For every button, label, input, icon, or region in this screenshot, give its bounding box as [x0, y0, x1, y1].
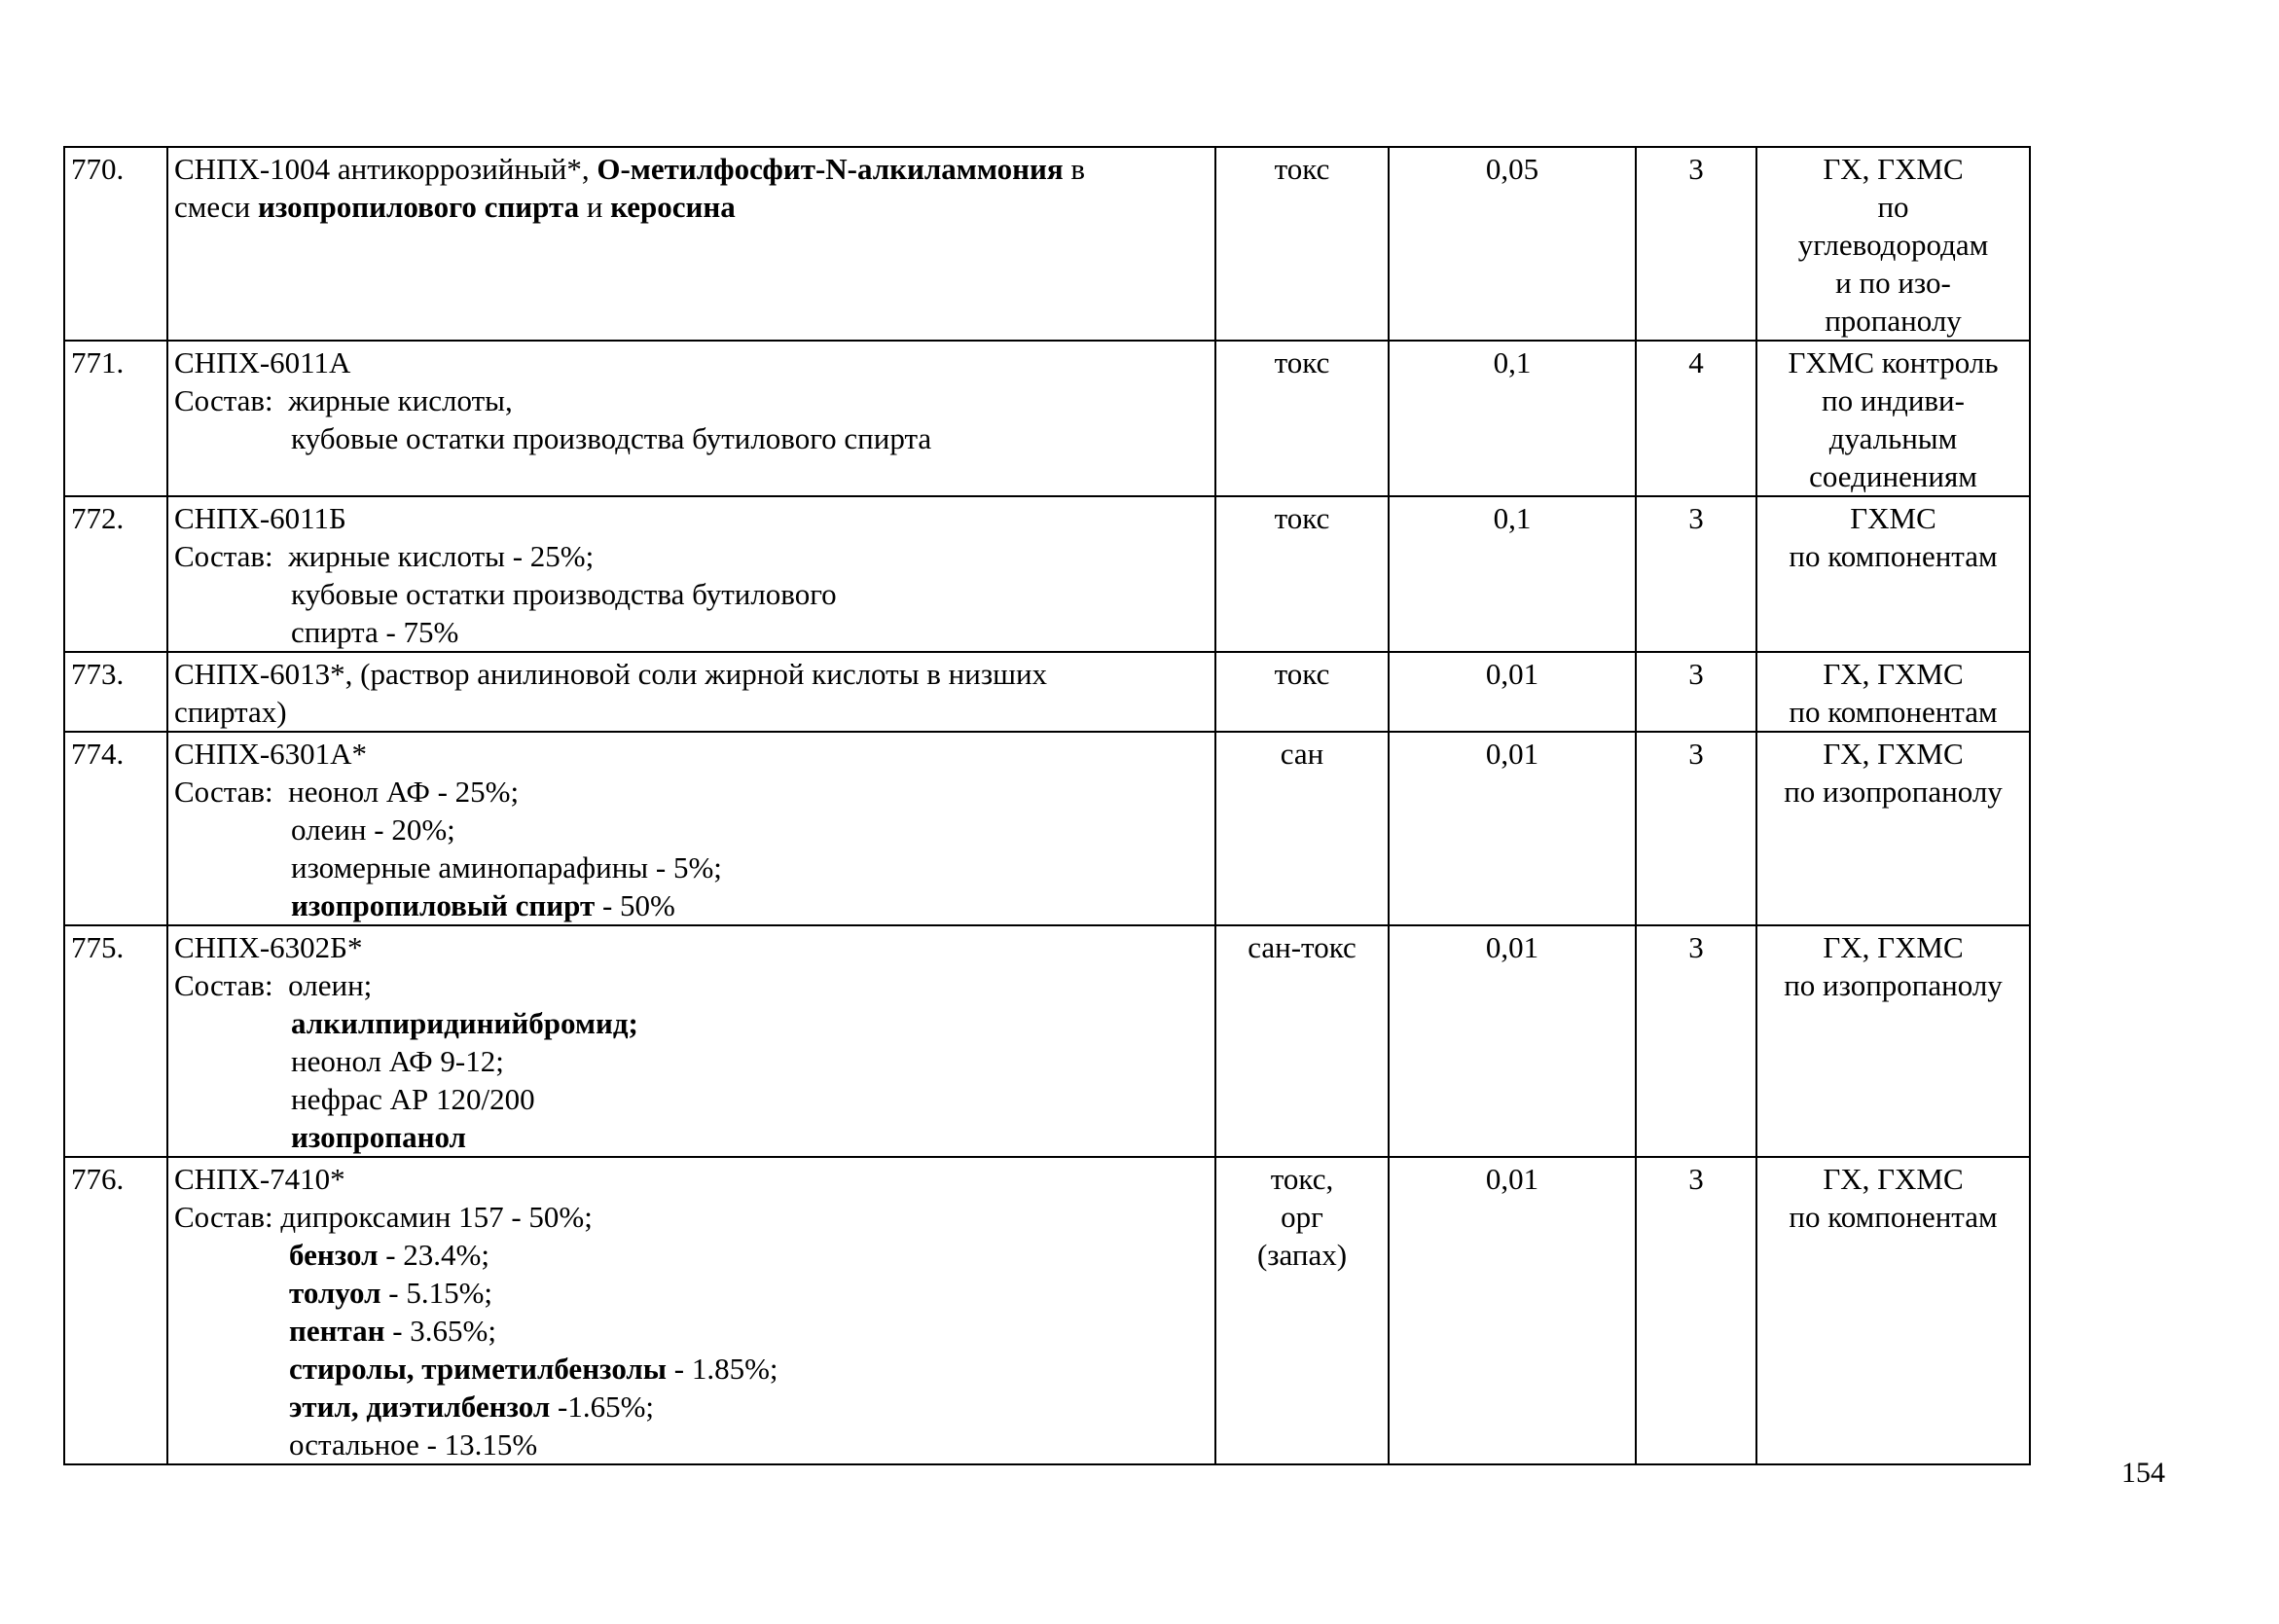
substance-name-cell: [167, 147, 1215, 341]
hazard-level-cell: 3: [1636, 925, 1756, 1157]
component-text-bold: изопропанол: [291, 1120, 466, 1154]
hazard-class-text: сан: [1280, 737, 1324, 771]
component-share: - 13.15%: [418, 1427, 538, 1462]
component-text: олеин;: [288, 968, 373, 1002]
substance-name-line: СНПХ-6013*, (раствор анилиновой соли жирной кислоты в низших: [174, 657, 1048, 691]
method-line: ГХМС контроль: [1788, 345, 1999, 379]
name-text-bold: изопропилового спирта: [258, 190, 580, 224]
substance-registry-table: [63, 146, 2031, 1465]
limit-value-cell: 0,1: [1389, 496, 1636, 652]
component-line: [174, 1426, 1209, 1463]
component-line: [174, 1388, 1209, 1426]
method-cell: [1756, 732, 2030, 925]
hazard-class-text: токс,: [1270, 1162, 1334, 1196]
component-share: - 5.15%;: [380, 1276, 493, 1310]
component-text: жирные кислоты,: [288, 383, 513, 417]
name-text: смеси: [174, 190, 259, 224]
method-line: углеводородам: [1797, 228, 1989, 262]
method-cell: [1756, 341, 2030, 496]
table-row: [64, 147, 2030, 341]
hazard-class-text: орг: [1281, 1200, 1323, 1234]
substance-name-cell: [167, 341, 1215, 496]
method-line: по компонентам: [1789, 1200, 1998, 1234]
component-text: остальное: [289, 1427, 419, 1462]
method-line: дуальным: [1828, 421, 1958, 455]
component-text: кубовые остатки производства бутилового: [291, 577, 837, 611]
composition-label: Состав:: [174, 1200, 273, 1234]
table-row: [64, 925, 2030, 1157]
hazard-level-cell: 4: [1636, 341, 1756, 496]
row-number: 776.: [64, 1157, 167, 1464]
hazard-level-cell: 3: [1636, 732, 1756, 925]
hazard-level-cell: 3: [1636, 1157, 1756, 1464]
substance-name-line: спиртах): [174, 695, 287, 729]
hazard-class-cell: [1215, 732, 1389, 925]
substance-name-cell: [167, 1157, 1215, 1464]
row-number: 775.: [64, 925, 167, 1157]
table-row: [64, 496, 2030, 652]
component-text: дипроксамин 157 - 50%;: [280, 1200, 593, 1234]
table-row: [64, 1157, 2030, 1464]
hazard-class-cell: [1215, 341, 1389, 496]
method-line: и по изо-: [1835, 266, 1951, 300]
component-text: спирта - 75%: [291, 615, 459, 649]
method-line: по изопропанолу: [1784, 968, 2003, 1002]
method-line: ГХ, ГХМС: [1823, 1162, 1964, 1196]
row-number: 771.: [64, 341, 167, 496]
hazard-class-cell: [1215, 1157, 1389, 1464]
limit-value-cell: 0,01: [1389, 732, 1636, 925]
name-text-bold: О-метилфосфит-N-алкиламмония: [597, 152, 1064, 186]
substance-name-line: [174, 150, 1209, 188]
composition-line: [174, 381, 1209, 419]
component-text: неонол АФ 9-12;: [291, 1044, 504, 1078]
hazard-level-cell: 3: [1636, 652, 1756, 732]
hazard-level-cell: 3: [1636, 147, 1756, 341]
row-number: 774.: [64, 732, 167, 925]
limit-value-cell: 0,1: [1389, 341, 1636, 496]
composition-line: [174, 966, 1209, 1004]
method-cell: [1756, 147, 2030, 341]
method-line: по индиви-: [1822, 383, 1965, 417]
method-cell: [1756, 925, 2030, 1157]
component-line: [174, 1350, 1209, 1388]
component-text-bold: стиролы, триметилбензолы: [289, 1352, 668, 1386]
substance-title: СНПХ-7410*: [174, 1162, 345, 1196]
name-text: и: [579, 190, 611, 224]
table-row: [64, 341, 2030, 496]
component-text: неонол АФ - 25%;: [288, 775, 520, 809]
method-line: пропанолу: [1825, 304, 1962, 338]
hazard-class-text: токс: [1274, 501, 1330, 535]
method-line: ГХ, ГХМС: [1823, 657, 1964, 691]
substance-title: СНПХ-6302Б*: [174, 930, 363, 964]
component-line: [174, 1236, 1209, 1274]
table-row: [64, 732, 2030, 925]
limit-value-cell: 0,01: [1389, 1157, 1636, 1464]
name-text: в: [1063, 152, 1085, 186]
substance-title: СНПХ-6011А: [174, 345, 351, 379]
hazard-class-cell: [1215, 925, 1389, 1157]
substance-title: СНПХ-6011Б: [174, 501, 346, 535]
method-line: соединениям: [1809, 459, 1977, 493]
component-line: [174, 886, 1209, 924]
hazard-level-cell: 3: [1636, 496, 1756, 652]
component-share: - 3.65%;: [384, 1314, 496, 1348]
component-text-bold: изопропиловый спирт: [291, 888, 596, 922]
hazard-class-cell: [1215, 496, 1389, 652]
method-cell: [1756, 496, 2030, 652]
method-line: ГХ, ГХМС: [1823, 930, 1964, 964]
component-text: нефрас АР 120/200: [291, 1082, 535, 1116]
table-row: [64, 652, 2030, 732]
substance-name-cell: [167, 925, 1215, 1157]
component-line: [174, 1274, 1209, 1312]
method-line: ГХМС: [1850, 501, 1936, 535]
composition-line: [174, 537, 1209, 575]
composition-label: Состав:: [174, 539, 273, 573]
method-line: по: [1877, 190, 1909, 224]
component-share: - 23.4%;: [378, 1238, 489, 1272]
method-cell: [1756, 1157, 2030, 1464]
composition-label: Состав:: [174, 383, 273, 417]
component-text: кубовые остатки производства бутилового спирта: [291, 421, 932, 455]
component-line: [174, 1312, 1209, 1350]
hazard-class-text: токс: [1274, 152, 1330, 186]
limit-value-cell: 0,01: [1389, 652, 1636, 732]
name-text: СНПХ-1004 антикоррозийный*,: [174, 152, 597, 186]
limit-value-cell: 0,01: [1389, 925, 1636, 1157]
component-share: -1.65%;: [550, 1389, 655, 1424]
substance-name-cell: [167, 652, 1215, 732]
substance-name-cell: [167, 732, 1215, 925]
method-line: по изопропанолу: [1784, 775, 2003, 809]
row-number: 770.: [64, 147, 167, 341]
method-cell: [1756, 652, 2030, 732]
substance-title: СНПХ-6301А*: [174, 737, 368, 771]
component-text: изомерные аминопарафины - 5%;: [291, 850, 722, 884]
composition-label: Состав:: [174, 968, 273, 1002]
component-text-bold: толуол: [289, 1276, 381, 1310]
hazard-class-cell: [1215, 147, 1389, 341]
hazard-class-text: сан-токс: [1248, 930, 1357, 964]
page-number: 154: [2121, 1457, 2165, 1489]
component-text-bold: пентан: [289, 1314, 385, 1348]
method-line: ГХ, ГХМС: [1823, 737, 1964, 771]
component-share: - 50%: [595, 888, 675, 922]
row-number: 773.: [64, 652, 167, 732]
limit-value-cell: 0,05: [1389, 147, 1636, 341]
composition-line: [174, 773, 1209, 811]
method-line: по компонентам: [1789, 539, 1998, 573]
substance-name-cell: [167, 496, 1215, 652]
substance-name-line: [174, 188, 1209, 226]
method-line: по компонентам: [1789, 695, 1998, 729]
component-text-bold: бензол: [289, 1238, 379, 1272]
component-text-bold: алкилпиридинийбромид;: [291, 1006, 638, 1040]
component-text: олеин - 20%;: [291, 812, 455, 847]
hazard-class-text: токс: [1274, 657, 1330, 691]
hazard-class-text: (запах): [1256, 1238, 1348, 1272]
composition-line: [174, 1198, 1209, 1236]
method-line: ГХ, ГХМС: [1823, 152, 1964, 186]
hazard-class-text: токс: [1274, 345, 1330, 379]
name-text-bold: керосина: [610, 190, 736, 224]
hazard-class-cell: [1215, 652, 1389, 732]
row-number: 772.: [64, 496, 167, 652]
component-share: - 1.85%;: [667, 1352, 778, 1386]
composition-label: Состав:: [174, 775, 273, 809]
component-text-bold: этил, диэтилбензол: [289, 1389, 551, 1424]
component-text: жирные кислоты - 25%;: [288, 539, 595, 573]
